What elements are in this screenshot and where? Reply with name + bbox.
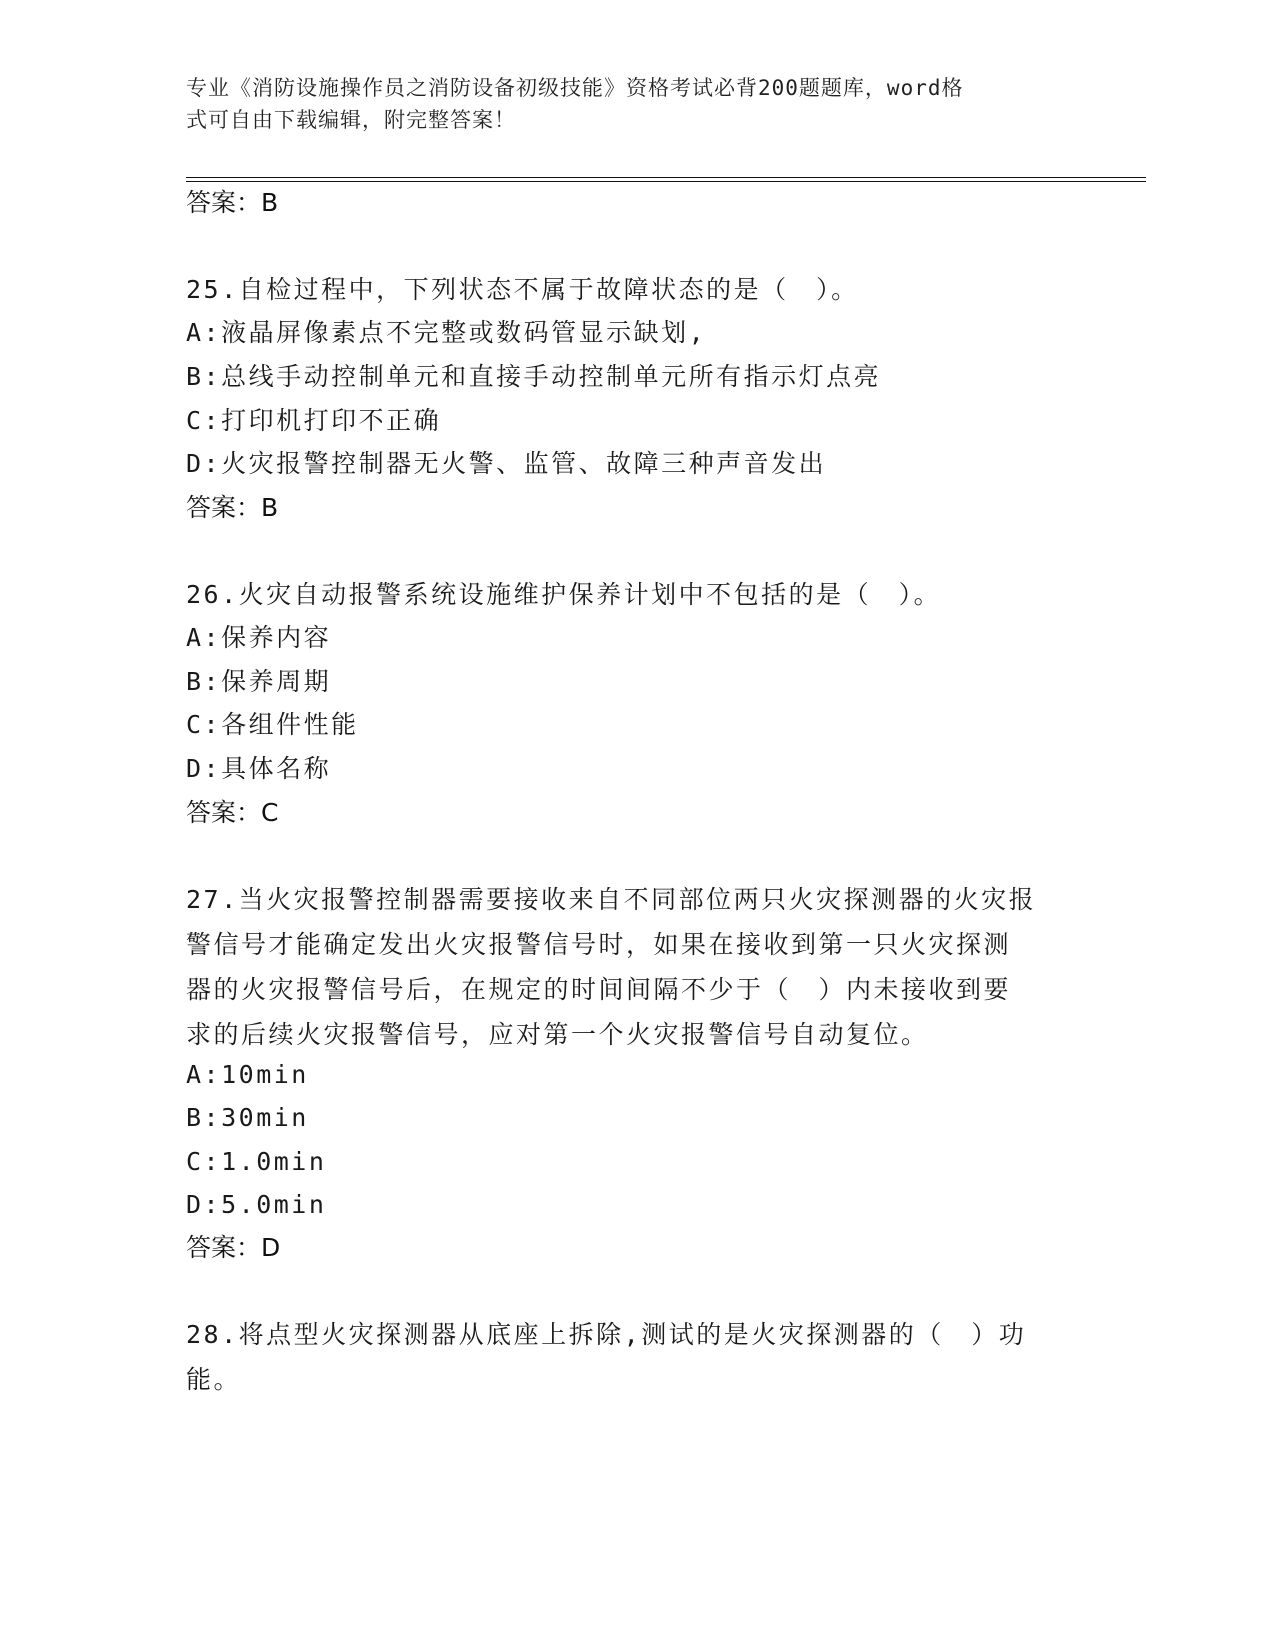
question-28-stem [186,1312,1086,1402]
question-27-option-b: B:30min [186,1103,309,1132]
question-27-option-a: A:10min [186,1060,309,1089]
question-27-stem-line-2: 警信号才能确定发出火灾报警信号时，如果在接收到第一只火灾探测 [186,930,1012,959]
previous-answer: 答案：B [186,188,279,217]
question-26-option-b: B:保养周期 [186,667,332,696]
question-26-option-a: A:保养内容 [186,623,332,652]
question-25-stem: 25.自检过程中，下列状态不属于故障状态的是（ ）。 [186,275,859,304]
question-28-stem-line-1: 28.将点型火灾探测器从底座上拆除,测试的是火灾探测器的（ ）功 [186,1320,1027,1349]
question-26-answer: 答案：C [186,798,279,827]
question-26-option-d: D:具体名称 [186,754,332,783]
question-26-option-c: C:各组件性能 [186,710,359,739]
question-27-stem-line-1: 27.当火灾报警控制器需要接收来自不同部位两只火灾探测器的火灾报 [186,885,1037,914]
question-25-option-b: B:总线手动控制单元和直接手动控制单元所有指示灯点亮 [186,362,882,391]
question-27-stem-line-4: 求的后续火灾报警信号，应对第一个火灾报警信号自动复位。 [186,1020,929,1049]
question-27-stem [186,877,1086,1057]
header-line-1: 专业《消防设施操作员之消防设备初级技能》资格考试必背200题题库，word格 [186,76,964,100]
question-26-stem: 26.火灾自动报警系统设施维护保养计划中不包括的是（ ）。 [186,580,942,609]
question-25-option-a: A:液晶屏像素点不完整或数码管显示缺划, [186,318,707,347]
document-header [186,72,1066,136]
header-divider [186,177,1146,182]
question-27-option-c: C:1.0min [186,1147,327,1176]
header-line-2: 式可自由下载编辑，附完整答案！ [186,108,516,132]
question-25-answer: 答案：B [186,493,279,522]
question-28-stem-line-2: 能。 [186,1365,242,1394]
question-27-stem-line-3: 器的火灾报警信号后，在规定的时间间隔不少于（ ）内未接收到要 [186,975,1012,1004]
question-27-answer: 答案：D [186,1233,281,1262]
question-25-option-d: D:火灾报警控制器无火警、监管、故障三种声音发出 [186,449,827,478]
question-27-option-d: D:5.0min [186,1190,327,1219]
question-25-option-c: C:打印机打印不正确 [186,406,442,435]
